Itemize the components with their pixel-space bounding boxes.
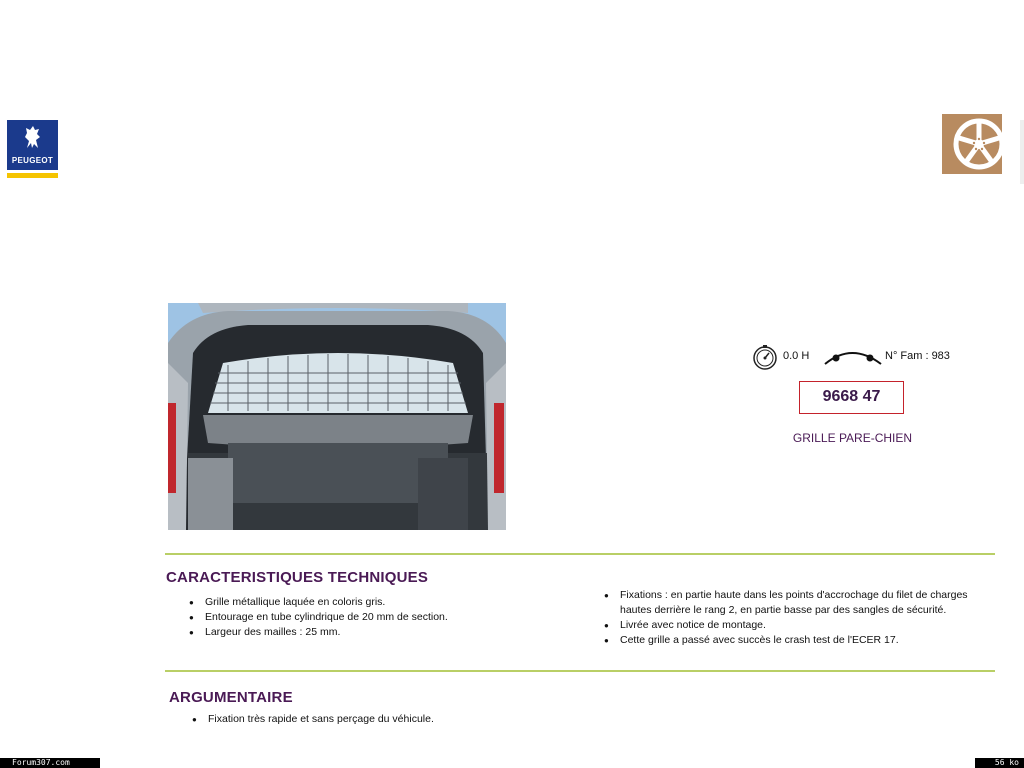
page-edge-mark	[1020, 120, 1024, 184]
part-reference: 9668 47	[799, 381, 904, 414]
specs-list-right	[604, 588, 994, 648]
stopwatch-icon	[752, 344, 778, 370]
list-item: ● Livrée avec notice de montage.	[604, 618, 994, 633]
product-photo	[168, 303, 506, 530]
peugeot-logo	[7, 120, 58, 178]
file-size-label: 56 ko	[975, 758, 1024, 768]
specs-list-left	[189, 595, 569, 640]
mounting-points-icon	[822, 346, 884, 368]
family-number: N° Fam : 983	[885, 350, 950, 362]
list-item: ● Fixations : en partie haute dans les points d'accrochage du filet de charges hautes derrière le rang 2, en partie basse par des sangles de sécurité.	[604, 588, 994, 618]
section-divider	[165, 553, 995, 555]
list-item: ● Fixation très rapide et sans perçage du véhicule.	[192, 712, 592, 727]
peugeot-lion-icon	[20, 124, 45, 150]
labor-time: 0.0 H	[783, 350, 810, 362]
list-item: ● Entourage en tube cylindrique de 20 mm de section.	[189, 610, 569, 625]
list-item: ● Cette grille a passé avec succès le crash test de l'ECER 17.	[604, 633, 994, 648]
brand-name: PEUGEOT	[11, 156, 54, 165]
argumentaire-list	[192, 712, 592, 727]
product-name: GRILLE PARE-CHIEN	[792, 431, 913, 445]
source-watermark: Forum307.com	[0, 758, 100, 768]
specs-heading: CARACTERISTIQUES TECHNIQUES	[166, 569, 429, 586]
list-item: ● Grille métallique laquée en coloris gris.	[189, 595, 569, 610]
argumentaire-heading: ARGUMENTAIRE	[169, 689, 293, 706]
section-divider	[165, 670, 995, 672]
wheel-icon	[942, 114, 1002, 174]
list-item: ● Largeur des mailles : 25 mm.	[189, 625, 569, 640]
